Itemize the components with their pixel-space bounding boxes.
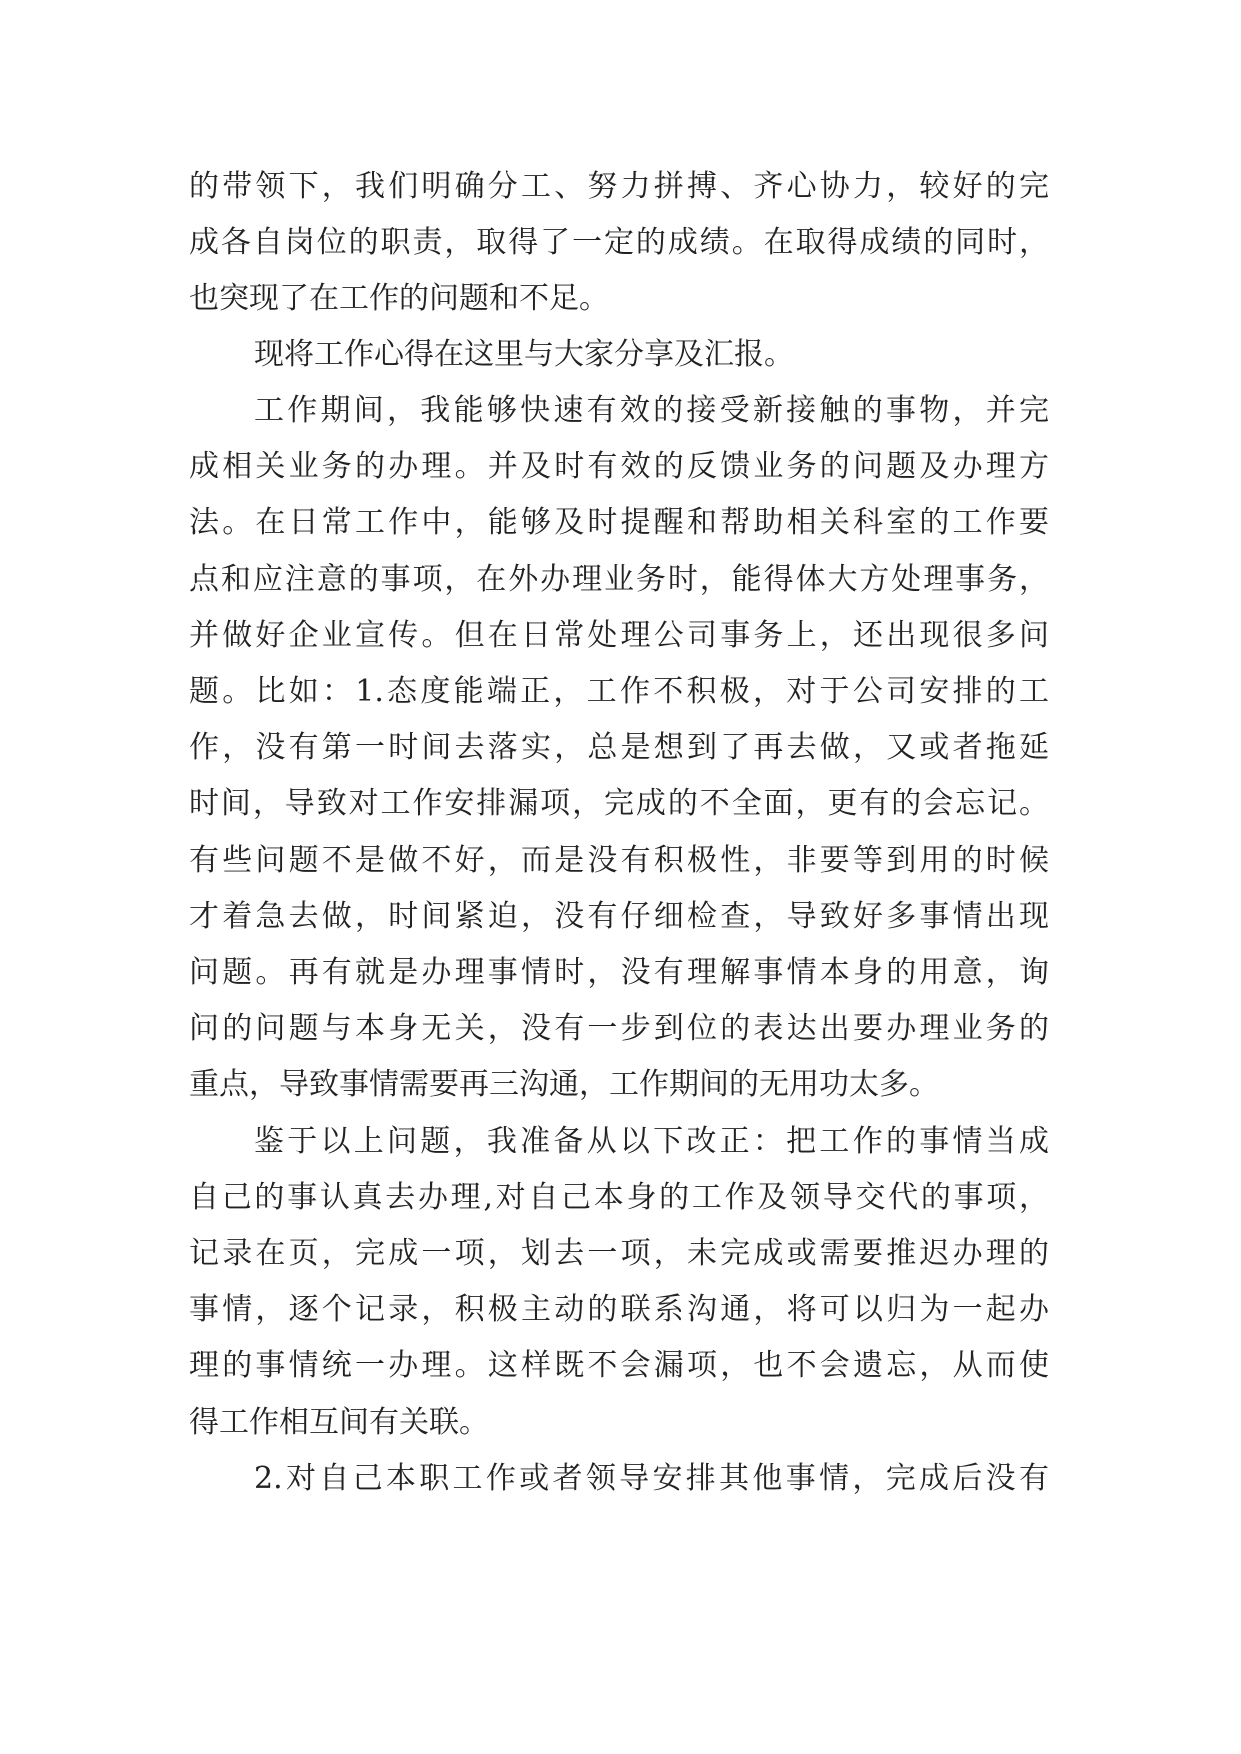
text-line: 理的事情统一办理。这样既不会漏项，也不会遗忘，从而使 xyxy=(189,1348,1049,1383)
text-line: 的带领下，我们明确分工、努力拼搏、齐心协力，较好的完 xyxy=(189,169,1049,204)
text-line: 重点，导致事情需要再三沟通，工作期间的无用功太多。 xyxy=(189,1067,939,1102)
text-line: 成相关业务的办理。并及时有效的反馈业务的问题及办理方 xyxy=(189,449,1049,484)
text-line: 题。比如：1.态度能端正，工作不积极，对于公司安排的工 xyxy=(189,674,1049,709)
text-line: 事情，逐个记录，积极主动的联系沟通，将可以归为一起办 xyxy=(189,1292,1049,1327)
text-line: 问题。再有就是办理事情时，没有理解事情本身的用意，询 xyxy=(189,955,1049,990)
text-line: 时间，导致对工作安排漏项，完成的不全面，更有的会忘记。 xyxy=(189,786,1049,821)
text-line: 成各自岗位的职责，取得了一定的成绩。在取得成绩的同时， xyxy=(189,225,1049,260)
text-line: 得工作相互间有关联。 xyxy=(189,1405,489,1440)
text-line: 问的问题与本身无关，没有一步到位的表达出要办理业务的 xyxy=(189,1011,1049,1046)
text-line: 鉴于以上问题，我准备从以下改正：把工作的事情当成 xyxy=(254,1124,1049,1159)
text-line: 有些问题不是做不好，而是没有积极性，非要等到用的时候 xyxy=(189,843,1049,878)
text-line: 2.对自己本职工作或者领导安排其他事情，完成后没有 xyxy=(254,1461,1049,1496)
text-line: 作，没有第一时间去落实，总是想到了再去做，又或者拖延 xyxy=(189,730,1049,765)
text-line: 自己的事认真去办理,对自己本身的工作及领导交代的事项， xyxy=(189,1180,1049,1215)
text-line: 并做好企业宣传。但在日常处理公司事务上，还出现很多问 xyxy=(189,618,1049,653)
text-line: 点和应注意的事项，在外办理业务时，能得体大方处理事务， xyxy=(189,562,1049,597)
text-line: 工作期间，我能够快速有效的接受新接触的事物，并完 xyxy=(254,393,1049,428)
text-line: 也突现了在工作的问题和不足。 xyxy=(189,281,609,316)
text-line: 记录在页，完成一项，划去一项，未完成或需要推迟办理的 xyxy=(189,1236,1049,1271)
text-line: 才着急去做，时间紧迫，没有仔细检查，导致好多事情出现 xyxy=(189,899,1049,934)
text-line: 法。在日常工作中，能够及时提醒和帮助相关科室的工作要 xyxy=(189,505,1049,540)
text-line: 现将工作心得在这里与大家分享及汇报。 xyxy=(254,337,794,372)
